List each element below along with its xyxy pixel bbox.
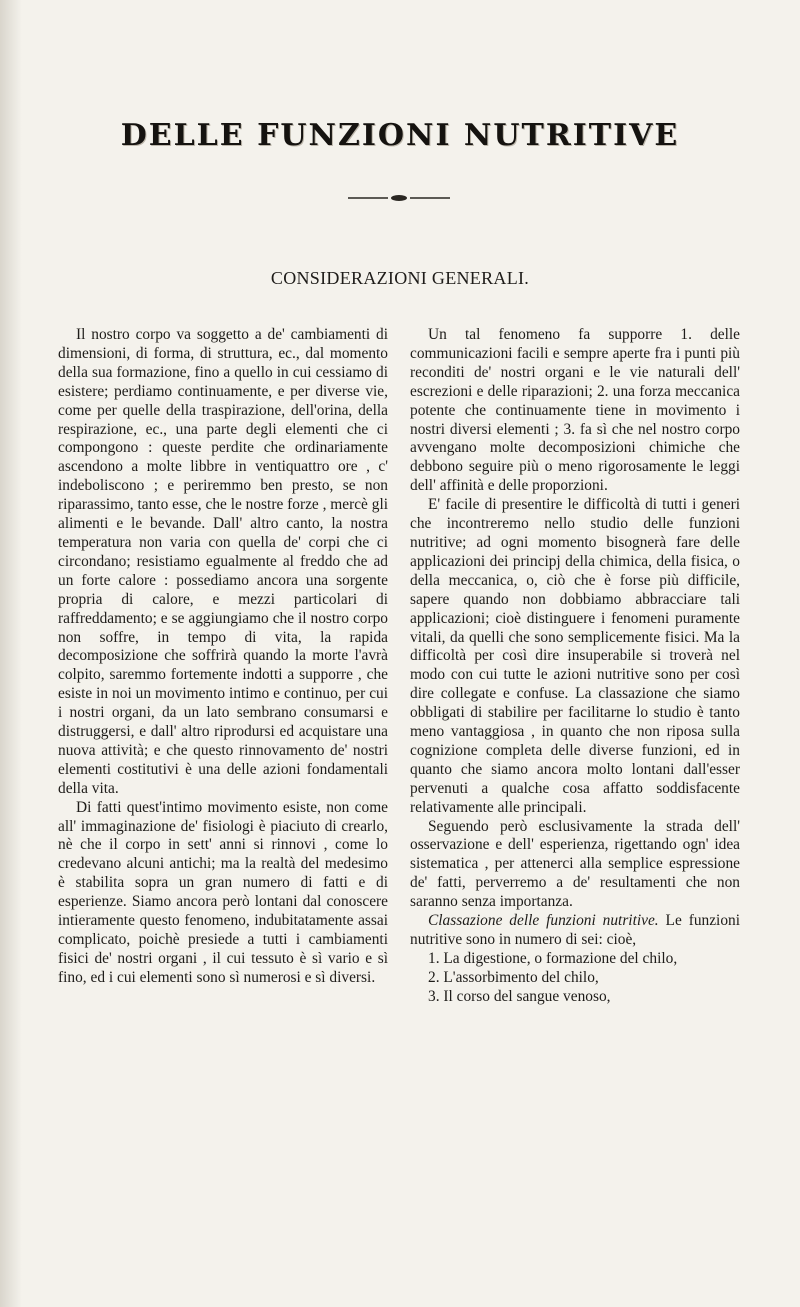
- list-item: 3. Il corso del sangue venoso,: [428, 987, 611, 1005]
- section-title: DELLE FUNZIONI NUTRITIVE: [120, 118, 680, 153]
- paragraph: Di fatti quest'intimo movimento esiste, non come all' immaginazione de' fisiologi è piaciuto di crearlo, nè che il corpo in sett' anni si rinnovi , come lo credevano alcuni antichi; ma la realtà del medesimo è stabilita sopra un gran numero di fatti e di esperienze. Siamo ancora però lontani dal conoscere intieramente questo fenomeno, indubitatamente assai complicato, poichè presiede a tutti i cambiamenti fisici de' nostri organi , il cui tessuto è sì vario e sì fino, ed i cui elementi sono sì numerosi e sì diversi.: [58, 798, 388, 986]
- paragraph: Un tal fenomeno fa supporre 1. delle communicazioni facili e sempre aperte fra i punti più reconditi de' nostri organi e le vie naturali dell' escrezioni e delle riparazioni; 2. una forza meccanica potente che continuamente tiene in movimento i nostri diversi elementi ; 3. fa sì che nel nostro corpo avvengano molte decomposizioni chimiche che debbono seguire più o meno rigorosamente le leggi dell' affinità e delle proporzioni.: [410, 326, 740, 495]
- paragraph: E' facile di presentire le difficoltà di tutti i generi che incontreremo nello studio delle funzioni nutritive; ad ogni momento bisognerà fare delle applicazioni dei principj della chimica, della fisica, o della meccanica, o, ciò che è forse più difficile, sapere quando non dobbiamo abbracciare tali applicazioni; cioè distinguere i fenomeni puramente vitali, da quelli che sono semplicemente fisici. Ma la difficoltà per così dire insuperabile si troverà nel modo con cui tutte le azioni nutritive sono per così dire collegate e confuse. La classazione che siamo obbligati di stabilire per facilitarne lo studio è tanto meno vantaggiosa , in quanto che non riposa sulla cognizione completa delle diverse funzioni, ed in quanto che siamo ancora molto lontani dall'esser pervenuti a qualche cosa affatto soddisfacente relativamente alle principali.: [410, 496, 740, 816]
- right-column: [410, 326, 740, 1007]
- paragraph: [410, 912, 740, 950]
- paragraph: Il nostro corpo va soggetto a de' cambiamenti di dimensioni, di forma, di struttura, ec., dal momento della sua formazione, fino a quello in cui cessiamo di esistere; perdiamo continuamente, e per diverse vie, come per quelle della traspirazione, dell'orina, della respirazione, ec., una parte degli elementi che ci compongono : queste perdite che ordinariamente ascendono a molte libbre in ventiquattro ore , c' indeboliscono ; e periremmo ben presto, se non riparassimo, tanto esse, che le nostre forze , mercè gli alimenti e le bevande. Dall' altro canto, la nostra temperatura non varia con quella de' corpi che ci circondano; resistiamo egualmente al freddo che ad un forte calore : possediamo ancora una sorgente propria di calore, e mezzi particolari di raffreddamento; e se aggiungiamo che il nostro corpo non soffre, in tempo di vita, la rapida decomposizione che soffrirà quando la morte l'avrà colpito, saremmo fortemente indotti a supporre , che esiste in noi un movimento intimo e continuo, per cui i nostri organi, da un lato sembrano consumarsi e distruggersi, e dall' altro riprodursi ed acquistare una nuova attività; e che questo rinnovamento de' nostri elementi costitutivi è una delle azioni fondamentali della vita.: [58, 326, 388, 797]
- classification-text: Le funzioni nutritive sono in numero di sei: cioè,: [410, 912, 740, 948]
- left-column: [58, 326, 388, 988]
- list-item: 1. La digestione, o formazione del chilo,: [428, 949, 678, 967]
- list-item: 2. L'assorbimento del chilo,: [428, 968, 599, 986]
- ornament-rule: [344, 194, 454, 202]
- binding-shadow: [0, 0, 22, 1307]
- paragraph: Seguendo però esclusivamente la strada dell' osservazione e dell' esperienza, rigettando ogn' idea sistematica , per attenerci alla semplice espressione de' fatti, perverremo a de' resultamenti che non saranno senza importanza.: [410, 817, 740, 911]
- chapter-subtitle: CONSIDERAZIONI GENERALI.: [270, 268, 530, 288]
- classification-heading: Classazione delle funzioni nutritive.: [428, 912, 659, 930]
